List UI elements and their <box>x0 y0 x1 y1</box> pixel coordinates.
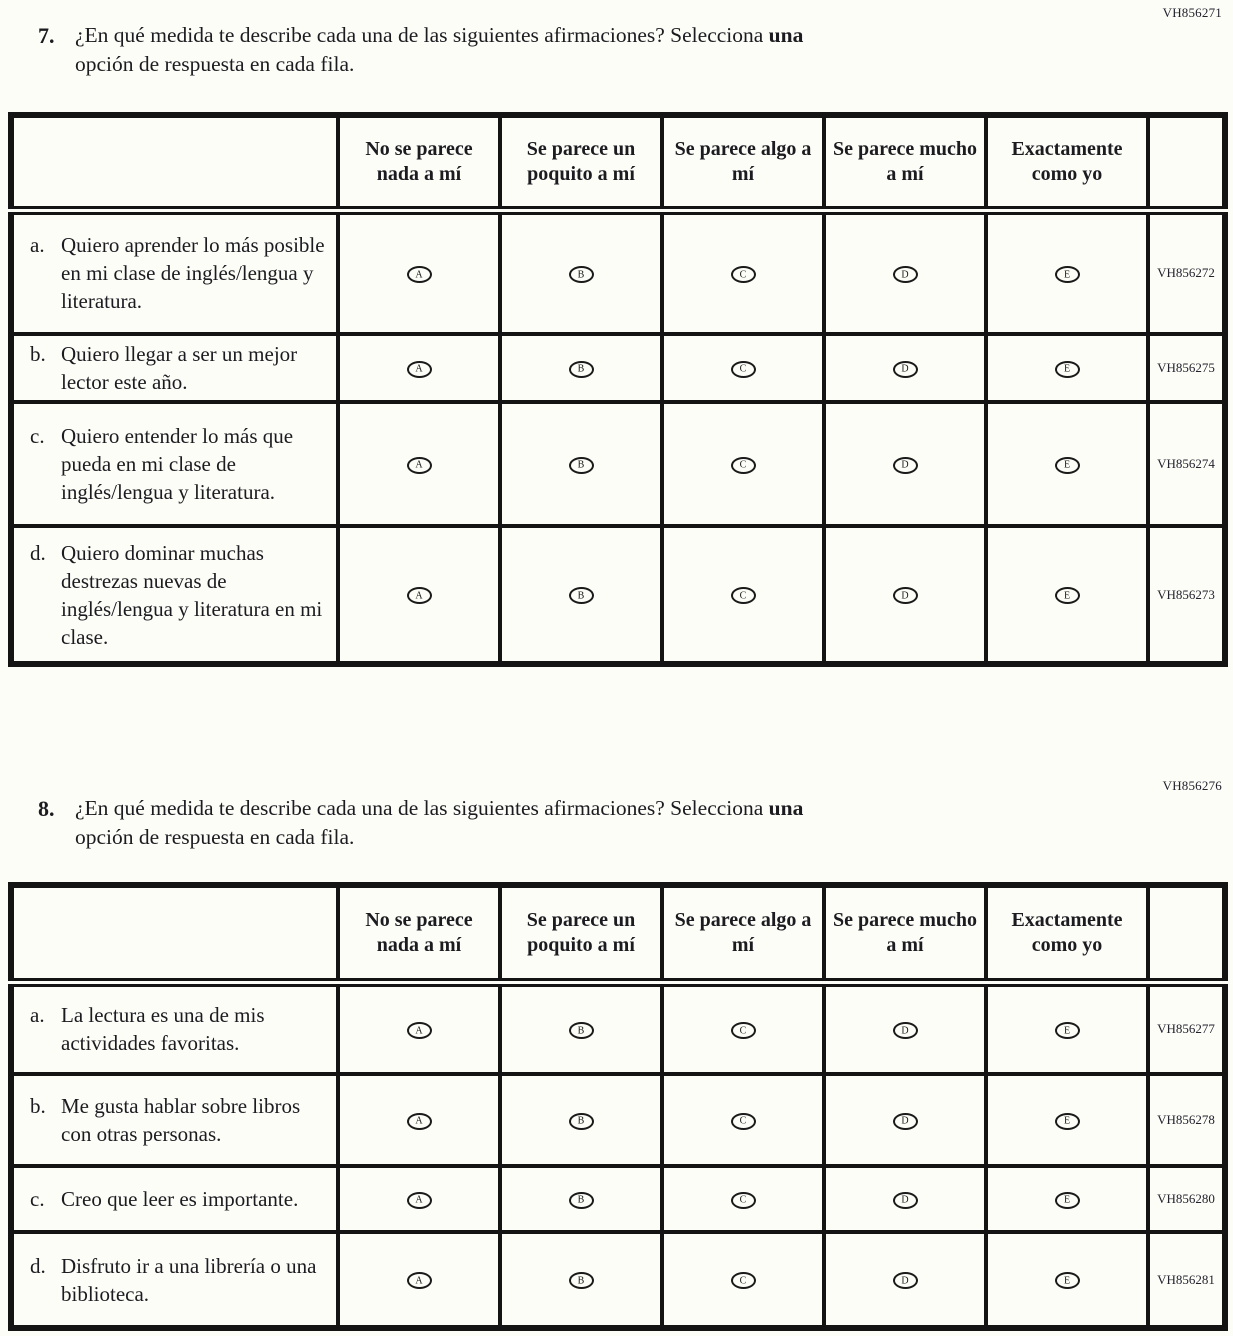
bubble-letter: A <box>415 363 423 375</box>
row-letter: d. <box>30 1253 46 1278</box>
header-col-algo: Se parece algo a mí <box>662 885 824 982</box>
header-empty-cell <box>11 885 338 982</box>
option-bubble-c[interactable] <box>731 1192 756 1209</box>
bubble-letter: A <box>415 1194 423 1206</box>
statement-text: La lectura es una de mis actividades favoritas. <box>61 1003 265 1056</box>
bubble-cell <box>662 402 824 526</box>
option-bubble-b[interactable] <box>569 1272 594 1289</box>
bubble-cell <box>500 1166 662 1232</box>
item-code: VH856272 <box>1148 210 1225 334</box>
table-row <box>11 982 1225 1074</box>
header-col-no-se-parece: No se parece nada a mí <box>338 885 500 982</box>
question-8-number: 8. <box>38 796 55 821</box>
bubble-letter: E <box>1063 590 1071 602</box>
option-bubble-c[interactable] <box>731 361 756 378</box>
statement-text: Me gusta hablar sobre libros con otras personas. <box>61 1094 301 1146</box>
option-bubble-c[interactable] <box>731 266 756 283</box>
bubble-letter: C <box>739 363 747 375</box>
bubble-letter: D <box>901 363 909 375</box>
bubble-cell <box>500 210 662 334</box>
bubble-cell <box>824 982 986 1074</box>
bubble-cell <box>338 982 500 1074</box>
option-bubble-a[interactable] <box>407 1022 432 1039</box>
table-row <box>11 334 1225 402</box>
bubble-cell <box>824 210 986 334</box>
bubble-letter: D <box>901 459 909 471</box>
bubble-cell <box>338 210 500 334</box>
row-letter: c. <box>30 424 45 448</box>
option-bubble-b[interactable] <box>569 361 594 378</box>
bubble-letter: C <box>739 1194 747 1206</box>
question-7 <box>38 21 803 79</box>
bubble-letter: D <box>901 269 909 280</box>
option-bubble-b[interactable] <box>569 1022 594 1039</box>
statement-text: Quiero entender lo más que pueda en mi clase de inglés/lengua y literatura. <box>61 424 294 504</box>
bubble-cell <box>500 1232 662 1328</box>
option-bubble-a[interactable] <box>407 457 432 474</box>
option-bubble-e[interactable] <box>1055 587 1080 604</box>
bubble-cell <box>986 982 1148 1074</box>
question-8-text-line2: opción de respuesta en cada fila. <box>75 825 355 849</box>
question-8-text-bold: una <box>768 796 804 820</box>
item-code: VH856277 <box>1148 982 1225 1074</box>
header-col-poquito: Se parece un poquito a mí <box>500 885 662 982</box>
option-bubble-c[interactable] <box>731 1272 756 1289</box>
question-7-number: 7. <box>38 23 55 48</box>
bubble-letter: B <box>577 590 585 602</box>
item-code: VH856275 <box>1148 334 1225 402</box>
bubble-letter: B <box>577 1115 585 1127</box>
table-row <box>11 1166 1225 1232</box>
bubble-cell <box>986 334 1148 402</box>
option-bubble-b[interactable] <box>569 457 594 474</box>
item-code: VH856281 <box>1148 1232 1225 1328</box>
option-bubble-c[interactable] <box>731 1113 756 1130</box>
option-bubble-c[interactable] <box>731 587 756 604</box>
statement-cell <box>11 210 338 334</box>
option-bubble-e[interactable] <box>1055 1113 1080 1130</box>
question-7-text-bold: una <box>768 23 804 47</box>
bubble-cell <box>662 526 824 664</box>
item-code: VH856278 <box>1148 1074 1225 1166</box>
row-letter: b. <box>30 342 46 366</box>
bubble-cell <box>824 1166 986 1232</box>
option-bubble-b[interactable] <box>569 1113 594 1130</box>
bubble-letter: E <box>1063 1275 1071 1287</box>
bubble-cell <box>824 1074 986 1166</box>
option-bubble-e[interactable] <box>1055 1272 1080 1289</box>
header-col-exactamente: Exactamente como yo <box>986 885 1148 982</box>
bubble-letter: B <box>577 269 585 280</box>
row-letter: d. <box>30 540 46 565</box>
option-bubble-d[interactable] <box>893 1272 918 1289</box>
bubble-letter: D <box>901 1115 909 1127</box>
statement-text: Quiero aprender lo más posible en mi clase de inglés/lengua y literatura. <box>61 233 325 314</box>
question-8-text-line1: ¿En qué medida te describe cada una de las siguientes afirmaciones? Selecciona <box>75 796 764 820</box>
bubble-cell <box>338 334 500 402</box>
bubble-cell <box>986 1074 1148 1166</box>
header-col-mucho: Se parece mucho a mí <box>824 115 986 210</box>
statement-cell <box>11 982 338 1074</box>
header-col-algo: Se parece algo a mí <box>662 115 824 210</box>
bubble-cell <box>338 1232 500 1328</box>
row-letter: a. <box>30 1003 45 1028</box>
option-bubble-a[interactable] <box>407 587 432 604</box>
bubble-cell <box>500 1074 662 1166</box>
bubble-letter: B <box>577 1025 585 1036</box>
statement-cell <box>11 1166 338 1232</box>
option-bubble-c[interactable] <box>731 1022 756 1039</box>
header-code-cell <box>1148 885 1225 982</box>
header-col-no-se-parece: No se parece nada a mí <box>338 115 500 210</box>
bubble-letter: E <box>1063 269 1071 280</box>
bubble-letter: D <box>901 1194 909 1206</box>
header-empty-cell <box>11 115 338 210</box>
statement-text: Quiero llegar a ser un mejor lector este año. <box>61 342 298 394</box>
bubble-cell <box>662 982 824 1074</box>
bubble-cell <box>338 526 500 664</box>
option-bubble-b[interactable] <box>569 587 594 604</box>
table-row <box>11 526 1225 664</box>
item-code: VH856273 <box>1148 526 1225 664</box>
bubble-cell <box>986 1166 1148 1232</box>
option-bubble-a[interactable] <box>407 361 432 378</box>
option-bubble-b[interactable] <box>569 266 594 283</box>
option-bubble-b[interactable] <box>569 1192 594 1209</box>
bubble-letter: D <box>901 1275 909 1287</box>
option-bubble-e[interactable] <box>1055 361 1080 378</box>
statement-cell <box>11 334 338 402</box>
bubble-letter: E <box>1063 1025 1071 1036</box>
bubble-cell <box>662 210 824 334</box>
option-bubble-e[interactable] <box>1055 1022 1080 1039</box>
statement-cell <box>11 402 338 526</box>
bubble-cell <box>338 1166 500 1232</box>
option-bubble-d[interactable] <box>893 587 918 604</box>
bubble-cell <box>500 402 662 526</box>
row-letter: c. <box>30 1187 45 1211</box>
option-bubble-d[interactable] <box>893 1192 918 1209</box>
option-bubble-c[interactable] <box>731 457 756 474</box>
item-code: VH856274 <box>1148 402 1225 526</box>
bubble-cell <box>662 1166 824 1232</box>
bubble-cell <box>986 402 1148 526</box>
bubble-cell <box>986 1232 1148 1328</box>
bubble-cell <box>662 334 824 402</box>
table-row <box>11 402 1225 526</box>
bubble-letter: C <box>739 269 747 280</box>
question-8 <box>38 794 803 852</box>
statement-text: Disfruto ir a una librería o una biblioteca. <box>61 1253 317 1306</box>
bubble-cell <box>824 402 986 526</box>
statement-cell <box>11 1232 338 1328</box>
bubble-letter: D <box>901 590 909 602</box>
bubble-cell <box>824 526 986 664</box>
bubble-letter: C <box>739 590 747 602</box>
question-8-table <box>8 882 1228 1331</box>
question-8-text <box>75 794 803 852</box>
statement-text: Creo que leer es importante. <box>61 1187 299 1211</box>
bubble-letter: B <box>577 1275 585 1287</box>
bubble-letter: B <box>577 363 585 375</box>
bubble-letter: D <box>901 1025 909 1036</box>
question-7-text-line1: ¿En qué medida te describe cada una de las siguientes afirmaciones? Selecciona <box>75 23 764 47</box>
bubble-letter: E <box>1063 363 1071 375</box>
question-7-table <box>8 112 1228 667</box>
table-header-row <box>11 885 1225 982</box>
bubble-cell <box>824 334 986 402</box>
bubble-cell <box>986 210 1148 334</box>
header-col-exactamente: Exactamente como yo <box>986 115 1148 210</box>
table-row <box>11 210 1225 334</box>
header-col-mucho: Se parece mucho a mí <box>824 885 986 982</box>
bubble-cell <box>500 526 662 664</box>
bubble-letter: E <box>1063 459 1071 471</box>
table-row <box>11 1232 1225 1328</box>
option-bubble-d[interactable] <box>893 1022 918 1039</box>
option-bubble-a[interactable] <box>407 1192 432 1209</box>
bubble-letter: E <box>1063 1194 1071 1206</box>
row-letter: a. <box>30 233 45 258</box>
bubble-cell <box>986 526 1148 664</box>
bubble-cell <box>500 334 662 402</box>
bubble-letter: E <box>1063 1115 1071 1127</box>
option-bubble-d[interactable] <box>893 457 918 474</box>
bubble-letter: A <box>415 1275 423 1287</box>
bubble-cell <box>338 1074 500 1166</box>
bubble-letter: A <box>415 269 423 280</box>
item-code: VH856280 <box>1148 1166 1225 1232</box>
row-letter: b. <box>30 1094 46 1118</box>
bubble-cell <box>662 1074 824 1166</box>
header-col-poquito: Se parece un poquito a mí <box>500 115 662 210</box>
header-code-cell <box>1148 115 1225 210</box>
option-bubble-a[interactable] <box>407 1113 432 1130</box>
question-7-accession-code: VH856271 <box>1162 5 1222 20</box>
bubble-letter: B <box>577 459 585 471</box>
bubble-letter: A <box>415 1025 423 1036</box>
option-bubble-d[interactable] <box>893 266 918 283</box>
question-8-accession-code: VH856276 <box>1162 778 1222 793</box>
bubble-cell <box>824 1232 986 1328</box>
bubble-letter: C <box>739 1115 747 1127</box>
bubble-letter: C <box>739 1275 747 1287</box>
bubble-letter: A <box>415 1115 423 1127</box>
statement-cell <box>11 1074 338 1166</box>
table-header-row <box>11 115 1225 210</box>
option-bubble-a[interactable] <box>407 1272 432 1289</box>
table-row <box>11 1074 1225 1166</box>
statement-cell <box>11 526 338 664</box>
option-bubble-a[interactable] <box>407 266 432 283</box>
bubble-cell <box>500 982 662 1074</box>
bubble-cell <box>338 402 500 526</box>
bubble-letter: B <box>577 1194 585 1206</box>
option-bubble-d[interactable] <box>893 361 918 378</box>
option-bubble-e[interactable] <box>1055 1192 1080 1209</box>
bubble-letter: A <box>415 459 423 471</box>
question-7-text <box>75 21 803 79</box>
statement-text: Quiero dominar muchas destrezas nuevas de inglés/lengua y literatura en mi clase. <box>61 540 323 649</box>
bubble-letter: A <box>415 590 423 602</box>
option-bubble-e[interactable] <box>1055 266 1080 283</box>
question-7-text-line2: opción de respuesta en cada fila. <box>75 52 355 76</box>
bubble-letter: C <box>739 459 747 471</box>
option-bubble-e[interactable] <box>1055 457 1080 474</box>
bubble-cell <box>662 1232 824 1328</box>
option-bubble-d[interactable] <box>893 1113 918 1130</box>
bubble-letter: C <box>739 1025 747 1036</box>
